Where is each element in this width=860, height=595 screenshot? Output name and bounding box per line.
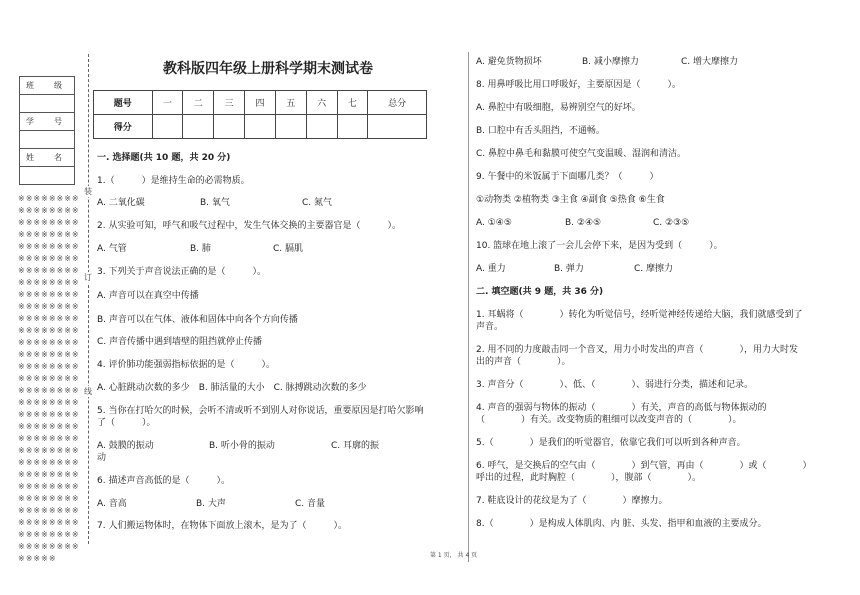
info-number-label: 学 号 <box>20 113 75 131</box>
score-cell[interactable] <box>152 115 183 139</box>
score-row-label: 得分 <box>94 115 153 139</box>
score-cell[interactable] <box>275 115 306 139</box>
q3-option-b: B. 声音可以在气体、液体和固体中向各个方向传播 <box>97 315 298 325</box>
fill-5: 5.（ ）是我们的听觉器官，依靠它我们可以听到各种声音。 <box>476 438 746 448</box>
q6-option-c: C. 音量 <box>295 499 326 509</box>
score-cell[interactable] <box>368 115 427 139</box>
question-1: 1.（ ）是维持生命的必需物质。 <box>97 176 250 186</box>
q10-option-a: A. 重力 <box>476 264 506 274</box>
question-8: 8. 用鼻呼吸比用口呼吸好，主要原因是（ ）。 <box>476 80 681 90</box>
fill-4-line-2: （ ）有关。改变物质的粗细可以改变声音的（ ）。 <box>476 415 742 425</box>
score-header-cell: 三 <box>214 91 245 115</box>
q5-option-a: A. 鼓膜的振动 <box>97 441 154 451</box>
fill-2-line-1: 2. 用不同的力度敲击同一个音叉，用力小时发出的声音（ ），用力大时发 <box>476 345 798 355</box>
question-2: 2. 从实验可知，呼气和吸气过程中，发生气体交换的主要器官是（ ）。 <box>97 221 401 231</box>
score-header-cell: 题号 <box>94 91 153 115</box>
score-table-score-row <box>94 115 427 139</box>
binding-char-zhuang: 装 <box>84 187 92 196</box>
q3-option-a: A. 声音可以在真空中传播 <box>97 291 199 301</box>
q1-option-a: A. 二氧化碳 <box>97 198 145 208</box>
question-5-line-1: 5. 当你在打哈欠的时候，会听不清或听不到别人对你说话，重要原因是打哈欠影响 <box>97 406 424 416</box>
score-header-cell: 总分 <box>368 91 427 115</box>
q8-option-b: B. 口腔中有舌头阻挡，不通畅。 <box>476 126 605 136</box>
info-name-label: 姓 名 <box>20 149 75 167</box>
fill-1-line-1: 1. 耳蜗将（ ）转化为听觉信号，经听觉神经传递给大脑，我们就感受到了 <box>476 310 803 320</box>
decorative-pattern: ※※※※※※※※※※※※※※※※※※※※※※※※※※※※※※※※※※※※※※※※※※※※※※※※※※※※※※※※※※※※※※※※※※※※※※※※※※※※※※※※※※※※※※※※※※※※※※※※※※※※※※※※※※※※※※※※※※※※※※※※※※※※※※※※※※※※※※※※※※※※※※※※※※※※※※※※※※※※※※※※※※※※※※※※※※※※※※※※※※※※※※※※※※※※※※※※※※※※※※※※※※※※※※※※※※※※※※※※※※※※※※※※※※※※※※※※※※※※※※※※※※※※※ <box>18 194 80 563</box>
section-heading-choice: 一. 选择题(共 10 题，共 20 分) <box>97 153 231 163</box>
question-5-line-2: 了（ ）。 <box>97 418 156 428</box>
score-header-cell: 五 <box>275 91 306 115</box>
score-cell[interactable] <box>337 115 368 139</box>
q6-option-a: A. 音高 <box>97 499 127 509</box>
fill-7: 7. 鞋底设计的花纹是为了（ ）摩擦力。 <box>476 496 668 506</box>
q5-option-c: C. 耳廓的振 <box>331 441 380 451</box>
q5-option-c-continued: 动 <box>97 453 107 463</box>
q7-option-c: C. 增大摩擦力 <box>681 57 739 67</box>
score-cell[interactable] <box>245 115 276 139</box>
info-class-label: 班 级 <box>20 77 75 95</box>
section-heading-fill: 二. 填空题(共 9 题，共 36 分) <box>476 287 604 297</box>
question-3: 3. 下列关于声音说法正确的是（ ）。 <box>97 267 266 277</box>
q4-options: A. 心脏跳动次数的多少 B. 肺活量的大小 C. 脉搏跳动次数的多少 <box>97 383 367 393</box>
score-table-header-row <box>94 91 427 115</box>
info-name-field[interactable] <box>20 167 75 185</box>
question-7: 7. 人们搬运物体时，在物体下面放上滚木，是为了（ ）。 <box>97 521 347 531</box>
score-cell[interactable] <box>214 115 245 139</box>
score-table <box>93 90 427 139</box>
q3-option-c: C. 声音传播中遇到墙壁的阻挡就停止传播 <box>97 337 263 347</box>
score-header-cell: 六 <box>306 91 337 115</box>
score-header-cell: 一 <box>152 91 183 115</box>
page-title: 教科版四年级上册科学期末测试卷 <box>163 61 373 77</box>
q9-items: ①动物类 ②植物类 ③主食 ④副食 ⑤热食 ⑥生食 <box>476 195 665 205</box>
q9-option-b: B. ②④⑤ <box>565 218 602 228</box>
q2-option-b: B. 肺 <box>190 244 211 254</box>
q5-option-b: B. 听小骨的振动 <box>209 441 275 451</box>
q8-option-a: A. 鼻腔中有吸细胞，易辨别空气的好坏。 <box>476 103 641 113</box>
score-header-cell: 四 <box>245 91 276 115</box>
q10-option-c: C. 摩擦力 <box>634 264 674 274</box>
q7-option-a: A. 避免货物损坏 <box>476 57 542 67</box>
q7-option-b: B. 减小摩擦力 <box>582 57 639 67</box>
score-cell[interactable] <box>183 115 214 139</box>
binding-char-xian: 线 <box>84 387 92 396</box>
q2-option-c: C. 膈肌 <box>273 244 304 254</box>
score-cell[interactable] <box>306 115 337 139</box>
q9-option-c: C. ②③⑤ <box>653 218 690 228</box>
q10-option-b: B. 弹力 <box>554 264 584 274</box>
info-class-field[interactable] <box>20 95 75 113</box>
q1-option-b: B. 氧气 <box>200 198 230 208</box>
fill-4-line-1: 4. 声音的强弱与物体的振动（ ）有关，声音的高低与物体振动的 <box>476 403 767 413</box>
page-footer: 第 1 页， 共 4 页 <box>430 552 478 559</box>
score-header-cell: 二 <box>183 91 214 115</box>
question-4: 4. 评价肺功能强弱指标依据的是（ ）。 <box>97 360 275 370</box>
fill-8: 8.（ ）是构成人体肌肉、内 脏、头发、指甲和血液的主要成分。 <box>476 519 767 529</box>
fill-2-line-2: 出的声音（ ）。 <box>476 357 571 367</box>
fill-3: 3. 声音分（ ）、低、（ ）、弱进行分类，描述和记录。 <box>476 380 753 390</box>
score-header-cell: 七 <box>337 91 368 115</box>
q8-option-c: C. 鼻腔中鼻毛和黏膜可使空气变温暖、湿润和清洁。 <box>476 149 687 159</box>
fill-6-line-1: 6. 呼气，是交换后的空气由（ ）到气管，再由（ ）或（ ） <box>476 461 812 471</box>
column-divider <box>468 52 469 562</box>
question-10: 10. 篮球在地上滚了一会儿会停下来，是因为受到（ ）。 <box>476 241 723 251</box>
q2-option-a: A. 气管 <box>97 244 127 254</box>
student-info-table <box>19 76 75 185</box>
question-9: 9. 午餐中的米饭属于下面哪几类？（ ） <box>476 172 659 182</box>
q1-option-c: C. 氮气 <box>302 198 333 208</box>
q6-option-b: B. 大声 <box>196 499 226 509</box>
fill-6-line-2: 呼出的过程，此时胸腔（ ），腹部（ ）。 <box>476 473 702 483</box>
question-6: 6. 描述声音高低的是（ ）。 <box>97 476 230 486</box>
binding-dashed-line <box>88 54 89 544</box>
binding-char-ding: 订 <box>84 273 92 282</box>
info-number-field[interactable] <box>20 131 75 149</box>
q9-option-a: A. ①④⑤ <box>476 218 512 228</box>
fill-1-line-2: 声音。 <box>476 322 504 332</box>
